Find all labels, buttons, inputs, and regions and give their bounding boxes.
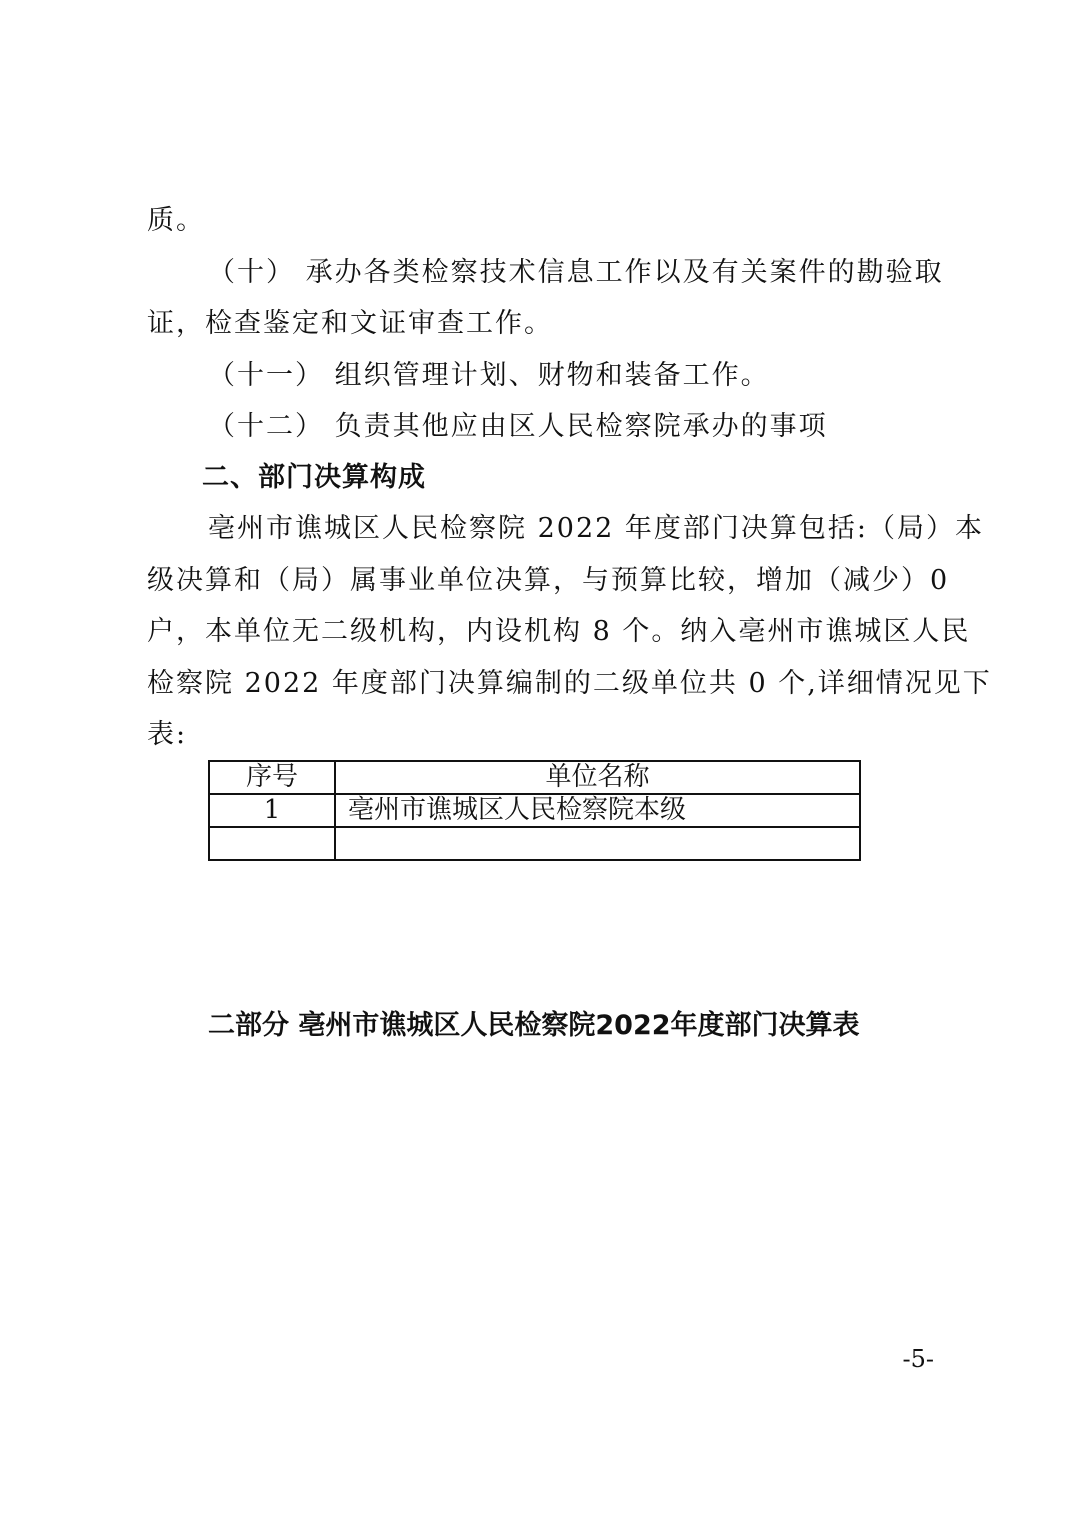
paragraph-line: （十） 承办各类检察技术信息工作以及有关案件的勘验取: [208, 257, 944, 288]
part-title: 二部分 亳州市谯城区人民检察院2022年度部门决算表: [208, 1010, 860, 1041]
units-table: [208, 760, 861, 861]
column-header-number: 序号: [209, 761, 335, 794]
paragraph-line: 户，本单位无二级机构，内设机构 8 个。纳入亳州市谯城区人民: [147, 616, 971, 647]
column-header-unit-name: 单位名称: [335, 761, 860, 794]
table-header-row: [209, 761, 860, 794]
paragraph-line: 质。: [147, 205, 205, 236]
table-row: [209, 827, 860, 860]
table-row: [209, 794, 860, 827]
table-cell-number: [209, 827, 335, 860]
table-cell-number: 1: [209, 794, 335, 827]
section-heading: 二、部门决算构成: [202, 462, 426, 493]
table-cell-unit-name: 亳州市谯城区人民检察院本级: [335, 794, 860, 827]
paragraph-line: 亳州市谯城区人民检察院 2022 年度部门决算包括:（局）本: [208, 513, 984, 544]
paragraph-line: 级决算和（局）属事业单位决算，与预算比较，增加（减少）0: [147, 565, 950, 596]
paragraph-line: （十二） 负责其他应由区人民检察院承办的事项: [208, 411, 828, 442]
page-number: -5-: [902, 1345, 934, 1373]
table-cell-unit-name: [335, 827, 860, 860]
paragraph-line: 表:: [147, 719, 188, 750]
paragraph-line: （十一） 组织管理计划、财物和装备工作。: [208, 360, 770, 391]
paragraph-line: 检察院 2022 年度部门决算编制的二级单位共 0 个,详细情况见下: [147, 668, 992, 699]
paragraph-line: 证，检查鉴定和文证审查工作。: [147, 308, 553, 339]
